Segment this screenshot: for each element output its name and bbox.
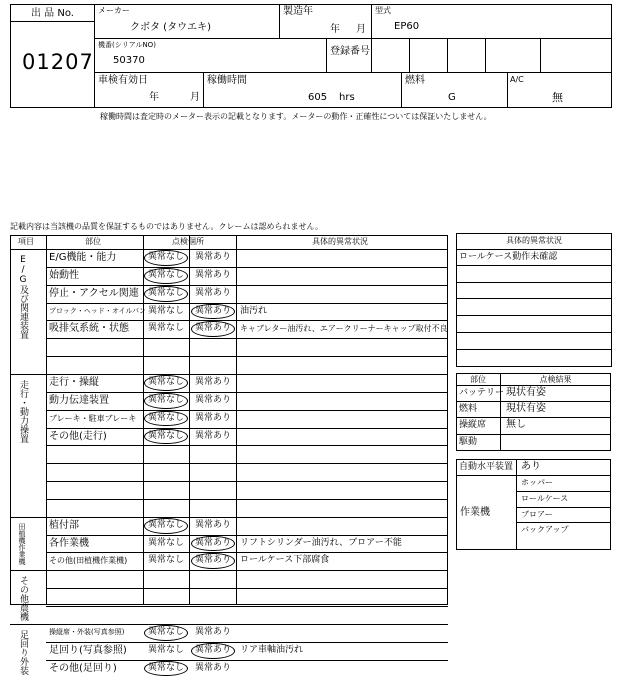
row-divider [46,392,448,393]
row-divider [46,445,448,446]
row-divider [46,642,448,643]
col-detail-header: 具体的異常状況 [312,237,368,246]
auto-level-label: 自動水平装置 [459,462,514,472]
ac-value: 無 [552,91,563,104]
abnormal-option: 異常あり [195,662,232,673]
row-divider [46,499,448,500]
result-part-label: 操縦席 [459,420,487,430]
normal-circle-mark [144,625,188,641]
part-label: 操縦席・外装(写真参照) [49,627,125,636]
row-divider [456,265,612,266]
normal-option: 異常なし [148,323,185,334]
right-top-header: 具体的異常状況 [506,236,562,245]
section-title: その他農機 [18,576,28,622]
maker-label: メーカー [98,6,130,15]
hours-unit: hrs [339,92,355,103]
part-label: 吸排気系統・状態 [49,323,129,335]
row-divider [456,282,612,283]
row-divider [46,320,448,321]
lot-label: 出 品 No. [31,8,74,19]
row-divider [46,338,448,339]
registration-label: 登録番号 [330,46,370,57]
normal-circle-mark [144,268,188,284]
model-value: EP60 [394,21,420,32]
normal-option: 異常なし [148,269,185,280]
normal-option: 異常なし [148,430,185,441]
right-mid-result-header: 点検結果 [539,375,572,384]
abnormal-option: 異常あり [195,323,232,334]
part-label: 始動性 [49,269,79,281]
normal-option: 異常なし [148,287,185,298]
row-divider [456,332,612,333]
section-title: 田植機作業機 [18,522,26,565]
abnormal-option: 異常あり [195,394,232,405]
part-label: 足回り(写真参照) [49,644,127,656]
normal-option: 異常なし [148,394,185,405]
row-divider [46,267,448,268]
abnormal-option: 異常あり [195,537,232,548]
normal-circle-mark [144,429,188,445]
normal-option: 異常なし [148,626,185,637]
normal-circle-mark [144,286,188,302]
year-unit: 年 [330,24,340,35]
fuel-value: G [448,92,456,103]
normal-option: 異常なし [148,252,185,262]
right-mid-part-header: 部位 [470,375,486,384]
result-value: 無し [506,419,526,430]
detail-text: リア車軸油汚れ [240,644,304,655]
row-divider [456,417,611,418]
inspection-year-unit: 年 [149,92,159,103]
section-divider [10,570,448,571]
section-divider [10,624,448,625]
part-label: ブロック・ヘッド・オイルパン [49,306,147,315]
detail-text: ロールケース下部腐食 [240,555,330,566]
abnormal-option: 異常あり [195,269,232,280]
part-label: 各作業機 [49,537,89,549]
abnormal-circle-mark [191,643,235,659]
part-label: 植付部 [49,519,79,531]
abnormal-option: 異常あり [195,644,232,655]
meter-note: 稼働時間は査定時のメーター表示の記載となります。メーターの動作・正確性については保証いたしません。 [100,112,492,121]
month-unit: 月 [356,24,366,35]
inspection-label: 車検有効日 [98,75,148,86]
row-divider [456,349,612,350]
row-divider [46,588,448,589]
normal-option: 異常なし [148,376,185,387]
row-divider [516,507,611,508]
normal-circle-mark [144,393,188,409]
row-divider [46,463,448,464]
part-label: ブレーキ・駐車ブレーキ [49,413,137,423]
fuel-label: 燃料 [405,75,425,86]
row-divider [456,249,612,250]
row-divider [46,410,448,411]
hours-value: 605 [308,92,328,103]
row-divider [456,315,612,316]
part-label: 動力伝達装置 [49,394,109,406]
result-part-label: 燃料 [459,404,478,414]
disclaimer-note: 記載内容は当該機の品質を保証するものではありません。クレームは認められません。 [10,222,323,231]
col-check-header: 点検個所 [172,237,204,246]
col-item-header: 項目 [18,237,34,246]
result-value: 現状有姿 [506,403,546,414]
abnormal-option: 異常あり [195,430,232,441]
section-title: 走行・動力操置 [18,379,28,443]
normal-option: 異常なし [148,644,185,655]
model-label: 型式 [375,6,391,15]
work-item-label: ロールケース [521,494,569,503]
row-divider [516,491,611,492]
result-part-label: 駆動 [459,437,478,447]
abnormal-option: 異常あり [195,287,232,298]
abnormal-option: 異常あり [195,519,232,530]
row-divider [46,428,448,429]
col-part-header: 部位 [85,237,101,246]
work-machine-label: 作業機 [460,507,490,518]
section-divider [10,517,448,518]
work-item-label: ホッパー [521,478,553,487]
part-label: その他(走行) [49,430,107,442]
abnormal-option: 異常あり [195,412,232,423]
serial-value: 50370 [113,55,145,66]
detail-text: キャブレター油汚れ、エアークリーナーキャップ取付不良 [240,324,448,334]
abnormal-option: 異常あり [195,376,232,387]
lot-number: 01207 [22,50,94,74]
row-divider [46,356,448,357]
row-divider [46,481,448,482]
normal-option: 異常なし [148,412,185,423]
normal-option: 異常なし [148,519,185,530]
normal-option: 異常なし [148,305,185,316]
right-detail-text: ロールケース動作未確認 [459,252,558,262]
row-divider [46,606,448,607]
normal-circle-mark [144,375,188,391]
ac-label: A/C [510,75,524,84]
abnormal-option: 異常あり [195,252,232,262]
part-label: E/G機能・能力 [49,252,117,263]
work-item-label: バックアップ [521,525,569,534]
section-divider [10,374,448,375]
row-divider [456,298,612,299]
serial-label: 機番(シリアルNO) [98,41,156,49]
normal-circle-mark [144,518,188,534]
normal-option: 異常なし [148,555,185,566]
inspection-month-unit: 月 [190,92,200,103]
row-divider [516,522,611,523]
part-label: その他(足回り) [49,662,117,674]
year-label: 製造年 [283,6,313,17]
normal-circle-mark [144,250,188,266]
detail-text: リフトシリンダー油汚れ、ブロアー不能 [240,537,402,548]
row-divider [456,401,611,402]
row-divider [46,552,448,553]
result-part-label: バッテリー [459,388,505,398]
part-label: 走行・操縦 [49,376,99,388]
row-divider [46,535,448,536]
abnormal-option: 異常あり [195,555,232,566]
abnormal-option: 異常あり [195,305,232,316]
section-title: E/G及び関連装置 [18,255,28,339]
normal-option: 異常なし [148,537,185,548]
maker-value: クボタ (タウエキ) [130,22,211,33]
row-divider [46,660,448,661]
detail-text: 油汚れ [240,305,268,316]
hours-label: 稼働時間 [207,75,247,86]
normal-option: 異常なし [148,662,185,673]
part-label: その他(田植機作業機) [49,556,128,566]
work-item-label: ブロアー [521,510,553,519]
result-value: 現状有姿 [506,387,546,398]
abnormal-option: 異常あり [195,626,232,637]
section-title: 足回り外装 [18,629,28,675]
row-divider [46,285,448,286]
normal-circle-mark [144,661,188,677]
part-label: 停止・アクセル関連 [49,287,139,299]
row-divider [456,434,611,435]
auto-level-value: あり [521,461,541,472]
row-divider [46,303,448,304]
